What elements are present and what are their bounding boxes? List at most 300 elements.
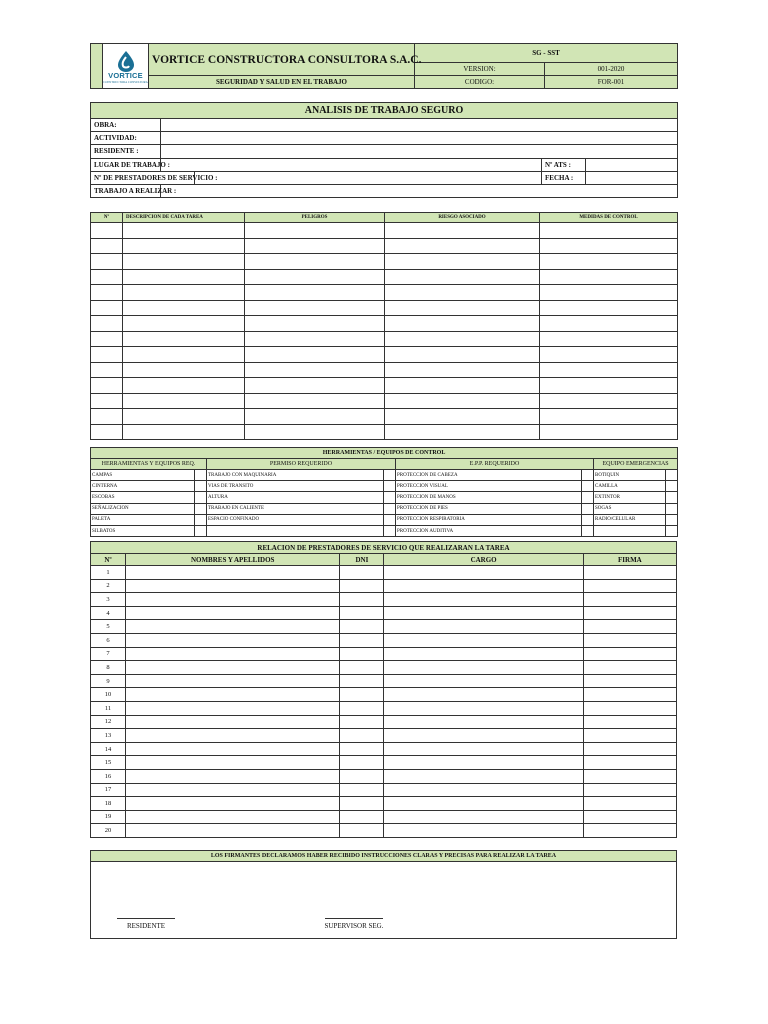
ppe-item-label: PROTECCION RESPIRATORIA (396, 514, 582, 525)
ppe-item-checkbox[interactable] (582, 470, 594, 481)
task-hazards-cell[interactable] (245, 285, 385, 301)
worker-row (91, 566, 677, 580)
logo-text: VORTICE (108, 71, 143, 80)
worker-name-field[interactable] (126, 729, 340, 743)
task-number-cell[interactable] (91, 409, 123, 425)
worker-dni-field[interactable] (340, 579, 384, 593)
worker-row (91, 701, 677, 715)
residente-signature-line (117, 918, 175, 919)
tool-row (91, 481, 678, 492)
worker-number: 5 (91, 620, 126, 634)
worker-signature-field[interactable] (583, 633, 676, 647)
worker-signature-field[interactable] (583, 797, 676, 811)
worker-role-field[interactable] (384, 633, 583, 647)
worker-dni-field[interactable] (340, 647, 384, 661)
worker-number: 15 (91, 756, 126, 770)
permit-item-label: VIAS DE TRANSITO (207, 481, 384, 492)
worker-name-field[interactable] (126, 742, 340, 756)
worker-name-field[interactable] (126, 701, 340, 715)
worker-role-field[interactable] (384, 715, 583, 729)
permit-item-label: TRABAJO CON MAQUINARIA (207, 470, 384, 481)
worker-dni-field[interactable] (340, 715, 384, 729)
task-hazards-cell[interactable] (245, 362, 385, 378)
worker-role-field[interactable] (384, 797, 583, 811)
task-risk-cell[interactable] (385, 393, 540, 409)
task-controls-cell[interactable] (540, 238, 678, 254)
worker-signature-field[interactable] (583, 729, 676, 743)
tools-section-title: HERRAMIENTAS / EQUIPOS DE CONTROL (91, 448, 678, 459)
tool-item-checkbox[interactable] (195, 525, 207, 536)
task-number-cell[interactable] (91, 347, 123, 363)
worker-name-field[interactable] (126, 647, 340, 661)
prestadores-label: Nº DE PRESTADORES DE SERVICIO : (91, 171, 195, 184)
worker-dni-field[interactable] (340, 633, 384, 647)
worker-name-field[interactable] (126, 620, 340, 634)
worker-role-field[interactable] (384, 688, 583, 702)
worker-name-field[interactable] (126, 715, 340, 729)
workers-header-name: NOMBRES Y APELLIDOS (126, 554, 340, 566)
worker-number: 13 (91, 729, 126, 743)
emergency-item-checkbox[interactable] (666, 470, 678, 481)
emergency-item-checkbox[interactable] (666, 492, 678, 503)
ppe-item-label: PROTECCION AUDITIVA (396, 525, 582, 536)
worker-role-field[interactable] (384, 647, 583, 661)
task-description-cell[interactable] (123, 393, 245, 409)
task-controls-cell[interactable] (540, 424, 678, 440)
emergency-item-label: RADIO/CELULAR (594, 514, 666, 525)
worker-dni-field[interactable] (340, 593, 384, 607)
worker-role-field[interactable] (384, 674, 583, 688)
worker-dni-field[interactable] (340, 797, 384, 811)
obra-field[interactable] (161, 119, 678, 132)
task-risk-cell[interactable] (385, 424, 540, 440)
tool-item-label: ESCOBAS (91, 492, 195, 503)
task-risk-cell[interactable] (385, 409, 540, 425)
task-controls-cell[interactable] (540, 254, 678, 270)
tool-item-checkbox[interactable] (195, 514, 207, 525)
task-controls-cell[interactable] (540, 285, 678, 301)
task-description-cell[interactable] (123, 362, 245, 378)
task-description-cell[interactable] (123, 378, 245, 394)
ppe-item-label: PROTECCION DE PIES (396, 503, 582, 514)
tool-rows (91, 470, 678, 537)
tool-row (91, 470, 678, 481)
tool-item-checkbox[interactable] (195, 492, 207, 503)
worker-role-field[interactable] (384, 769, 583, 783)
task-controls-cell[interactable] (540, 269, 678, 285)
ppe-item-checkbox[interactable] (582, 514, 594, 525)
company-logo (103, 44, 149, 89)
task-risk-cell[interactable] (385, 285, 540, 301)
worker-role-field[interactable] (384, 579, 583, 593)
task-description-cell[interactable] (123, 424, 245, 440)
ppe-item-checkbox[interactable] (582, 492, 594, 503)
task-row (91, 254, 678, 270)
ppe-item-checkbox[interactable] (582, 525, 594, 536)
actividad-label: ACTIVIDAD: (91, 132, 161, 145)
worker-signature-field[interactable] (583, 824, 676, 838)
task-hazards-cell[interactable] (245, 316, 385, 332)
logo-drop-icon (116, 50, 136, 72)
worker-role-field[interactable] (384, 606, 583, 620)
residente-label: RESIDENTE : (91, 145, 161, 158)
task-hazards-cell[interactable] (245, 424, 385, 440)
worker-dni-field[interactable] (340, 606, 384, 620)
worker-number: 10 (91, 688, 126, 702)
worker-role-field[interactable] (384, 620, 583, 634)
task-controls-cell[interactable] (540, 300, 678, 316)
tools-header-permit: PERMISO REQUERIDO (207, 459, 396, 470)
task-number-cell[interactable] (91, 254, 123, 270)
worker-signature-field[interactable] (583, 593, 676, 607)
emergency-item-label: BOTIQUIN (594, 470, 666, 481)
tools-equipment-table (90, 447, 678, 537)
tools-header-tools: HERRAMIENTAS Y EQUIPOS REQ. (91, 459, 207, 470)
task-description-cell[interactable] (123, 269, 245, 285)
worker-dni-field[interactable] (340, 769, 384, 783)
task-number-cell[interactable] (91, 393, 123, 409)
task-row (91, 223, 678, 239)
emergency-item-checkbox[interactable] (666, 503, 678, 514)
worker-signature-field[interactable] (583, 688, 676, 702)
worker-dni-field[interactable] (340, 661, 384, 675)
worker-signature-field[interactable] (583, 674, 676, 688)
worker-role-field[interactable] (384, 742, 583, 756)
tool-item-label: CINTERNA (91, 481, 195, 492)
worker-dni-field[interactable] (340, 688, 384, 702)
tool-row (91, 514, 678, 525)
task-description-cell[interactable] (123, 223, 245, 239)
permit-item-label: TRABAJO EN CALIENTE (207, 503, 384, 514)
worker-signature-field[interactable] (583, 810, 676, 824)
worker-name-field[interactable] (126, 661, 340, 675)
worker-signature-field[interactable] (583, 566, 676, 580)
permit-item-checkbox[interactable] (384, 514, 396, 525)
worker-row (91, 647, 677, 661)
worker-signature-field[interactable] (583, 756, 676, 770)
permit-item-checkbox[interactable] (384, 525, 396, 536)
signature-footer (90, 850, 677, 939)
worker-dni-field[interactable] (340, 783, 384, 797)
task-risk-cell[interactable] (385, 300, 540, 316)
task-row (91, 300, 678, 316)
workers-header-dni: DNI (340, 554, 384, 566)
worker-name-field[interactable] (126, 797, 340, 811)
worker-role-field[interactable] (384, 729, 583, 743)
task-rows (91, 223, 678, 440)
permit-item-label (207, 525, 384, 536)
emergency-item-checkbox[interactable] (666, 514, 678, 525)
worker-name-field[interactable] (126, 674, 340, 688)
worker-signature-field[interactable] (583, 606, 676, 620)
trabajo-field[interactable] (161, 184, 678, 197)
task-row (91, 285, 678, 301)
prestadores-field[interactable] (195, 171, 542, 184)
task-hazards-cell[interactable] (245, 238, 385, 254)
residente-signature-label: RESIDENTE (126, 922, 166, 930)
task-controls-cell[interactable] (540, 316, 678, 332)
workers-header-signature: FIRMA (583, 554, 676, 566)
worker-role-field[interactable] (384, 824, 583, 838)
task-controls-cell[interactable] (540, 331, 678, 347)
task-number-cell[interactable] (91, 424, 123, 440)
task-risk-cell[interactable] (385, 331, 540, 347)
fecha-field[interactable] (586, 171, 678, 184)
worker-number: 16 (91, 769, 126, 783)
service-providers-table (90, 541, 677, 838)
worker-number: 11 (91, 701, 126, 715)
tool-item-checkbox[interactable] (195, 481, 207, 492)
task-hazards-cell[interactable] (245, 409, 385, 425)
code-label: CODIGO: (415, 76, 545, 89)
emergency-item-checkbox[interactable] (666, 525, 678, 536)
tool-row (91, 503, 678, 514)
worker-row (91, 715, 677, 729)
task-hazards-cell[interactable] (245, 223, 385, 239)
worker-name-field[interactable] (126, 783, 340, 797)
worker-dni-field[interactable] (340, 810, 384, 824)
task-risk-cell[interactable] (385, 223, 540, 239)
worker-row (91, 729, 677, 743)
worker-number: 19 (91, 810, 126, 824)
task-description-cell[interactable] (123, 316, 245, 332)
worker-dni-field[interactable] (340, 729, 384, 743)
worker-name-field[interactable] (126, 593, 340, 607)
worker-signature-field[interactable] (583, 579, 676, 593)
task-controls-cell[interactable] (540, 393, 678, 409)
worker-signature-field[interactable] (583, 769, 676, 783)
worker-row (91, 810, 677, 824)
task-row (91, 424, 678, 440)
tools-header-emergency: EQUIPO EMERGENCIAS (594, 459, 678, 470)
emergency-item-label: EXTINTOR (594, 492, 666, 503)
task-hazards-cell[interactable] (245, 378, 385, 394)
worker-name-field[interactable] (126, 756, 340, 770)
worker-row (91, 661, 677, 675)
worker-signature-field[interactable] (583, 783, 676, 797)
lugar-field[interactable] (161, 158, 542, 171)
task-row (91, 331, 678, 347)
workers-section-title: RELACION DE PRESTADORES DE SERVICIO QUE REALIZARAN LA TAREA (91, 542, 677, 554)
task-controls-cell[interactable] (540, 362, 678, 378)
task-number-cell[interactable] (91, 300, 123, 316)
emergency-item-label: CAMILLA (594, 481, 666, 492)
ppe-item-checkbox[interactable] (582, 481, 594, 492)
worker-dni-field[interactable] (340, 701, 384, 715)
worker-number: 17 (91, 783, 126, 797)
task-header-description: DESCRIPCION DE CADA TAREA (123, 213, 245, 223)
version-value: 001-2020 (545, 63, 678, 76)
worker-dni-field[interactable] (340, 674, 384, 688)
task-hazards-cell[interactable] (245, 331, 385, 347)
task-row (91, 238, 678, 254)
task-controls-cell[interactable] (540, 223, 678, 239)
supervisor-signature-label: SUPERVISOR SEG. (324, 922, 384, 930)
worker-rows (91, 566, 677, 838)
worker-row (91, 742, 677, 756)
task-number-cell[interactable] (91, 362, 123, 378)
task-number-cell[interactable] (91, 316, 123, 332)
task-number-cell[interactable] (91, 285, 123, 301)
worker-row (91, 579, 677, 593)
worker-role-field[interactable] (384, 661, 583, 675)
permit-item-checkbox[interactable] (384, 492, 396, 503)
company-name: VORTICE CONSTRUCTORA CONSULTORA S.A.C. (149, 44, 415, 76)
task-row (91, 269, 678, 285)
worker-row (91, 797, 677, 811)
worker-dni-field[interactable] (340, 566, 384, 580)
worker-row (91, 783, 677, 797)
ppe-item-checkbox[interactable] (582, 503, 594, 514)
worker-signature-field[interactable] (583, 701, 676, 715)
worker-row (91, 769, 677, 783)
permit-item-label: ALTURA (207, 492, 384, 503)
task-controls-cell[interactable] (540, 347, 678, 363)
permit-item-checkbox[interactable] (384, 503, 396, 514)
task-number-cell[interactable] (91, 223, 123, 239)
emergency-item-label (594, 525, 666, 536)
permit-item-checkbox[interactable] (384, 470, 396, 481)
document-header (90, 43, 678, 89)
worker-role-field[interactable] (384, 566, 583, 580)
task-risk-cell[interactable] (385, 347, 540, 363)
worker-row (91, 593, 677, 607)
worker-role-field[interactable] (384, 593, 583, 607)
worker-role-field[interactable] (384, 756, 583, 770)
worker-signature-field[interactable] (583, 661, 676, 675)
residente-signature-block[interactable] (115, 918, 177, 930)
worker-name-field[interactable] (126, 566, 340, 580)
worker-role-field[interactable] (384, 783, 583, 797)
emergency-item-label: SOGAS (594, 503, 666, 514)
worker-signature-field[interactable] (583, 647, 676, 661)
task-number-cell[interactable] (91, 378, 123, 394)
tool-item-label: SEÑALIZACION (91, 503, 195, 514)
task-risk-cell[interactable] (385, 254, 540, 270)
task-risk-cell[interactable] (385, 378, 540, 394)
worker-row (91, 756, 677, 770)
worker-row (91, 674, 677, 688)
worker-dni-field[interactable] (340, 756, 384, 770)
task-header-hazards: PELIGROS (245, 213, 385, 223)
task-hazards-cell[interactable] (245, 269, 385, 285)
nats-label: Nº ATS : (542, 158, 586, 171)
task-description-cell[interactable] (123, 347, 245, 363)
task-description-cell[interactable] (123, 285, 245, 301)
task-description-cell[interactable] (123, 238, 245, 254)
worker-number: 9 (91, 674, 126, 688)
worker-signature-field[interactable] (583, 715, 676, 729)
worker-number: 18 (91, 797, 126, 811)
worker-number: 1 (91, 566, 126, 580)
tools-header-ppe: E.P.P. REQUERIDO (396, 459, 594, 470)
work-info-table (90, 102, 678, 198)
worker-number: 12 (91, 715, 126, 729)
worker-name-field[interactable] (126, 633, 340, 647)
ppe-item-label: PROTECCION DE CABEZA (396, 470, 582, 481)
task-row (91, 316, 678, 332)
worker-dni-field[interactable] (340, 742, 384, 756)
worker-number: 7 (91, 647, 126, 661)
task-number-cell[interactable] (91, 238, 123, 254)
task-row (91, 409, 678, 425)
worker-row (91, 620, 677, 634)
worker-role-field[interactable] (384, 810, 583, 824)
worker-name-field[interactable] (126, 769, 340, 783)
worker-name-field[interactable] (126, 688, 340, 702)
nats-field[interactable] (586, 158, 678, 171)
task-description-cell[interactable] (123, 409, 245, 425)
task-risk-cell[interactable] (385, 238, 540, 254)
workers-header-number: Nº (91, 554, 126, 566)
actividad-field[interactable] (161, 132, 678, 145)
worker-row (91, 688, 677, 702)
ppe-item-label: PROTECCION DE MANOS (396, 492, 582, 503)
worker-number: 20 (91, 824, 126, 838)
worker-name-field[interactable] (126, 579, 340, 593)
worker-name-field[interactable] (126, 824, 340, 838)
emergency-item-checkbox[interactable] (666, 481, 678, 492)
task-risk-cell[interactable] (385, 269, 540, 285)
task-controls-cell[interactable] (540, 409, 678, 425)
task-hazards-cell[interactable] (245, 393, 385, 409)
tool-item-label: CAMPAS (91, 470, 195, 481)
task-row (91, 362, 678, 378)
task-hazards-cell[interactable] (245, 347, 385, 363)
supervisor-signature-line (325, 918, 383, 919)
worker-name-field[interactable] (126, 810, 340, 824)
logo-subtext: CONSTRUCTORA CONSULTORA (103, 80, 148, 84)
tool-row (91, 492, 678, 503)
worker-signature-field[interactable] (583, 742, 676, 756)
task-hazards-cell[interactable] (245, 300, 385, 316)
task-description-cell[interactable] (123, 331, 245, 347)
trabajo-label: TRABAJO A REALIZAR : (91, 184, 161, 197)
task-controls-cell[interactable] (540, 378, 678, 394)
sg-sst-label: SG - SST (415, 44, 678, 63)
tool-row (91, 525, 678, 536)
task-description-cell[interactable] (123, 300, 245, 316)
tool-item-checkbox[interactable] (195, 470, 207, 481)
task-number-cell[interactable] (91, 331, 123, 347)
task-risk-cell[interactable] (385, 362, 540, 378)
worker-signature-field[interactable] (583, 620, 676, 634)
lugar-label: LUGAR DE TRABAJO : (91, 158, 161, 171)
task-hazards-cell[interactable] (245, 254, 385, 270)
worker-name-field[interactable] (126, 606, 340, 620)
residente-field[interactable] (161, 145, 678, 158)
task-risk-cell[interactable] (385, 316, 540, 332)
worker-dni-field[interactable] (340, 620, 384, 634)
worker-number: 4 (91, 606, 126, 620)
supervisor-signature-block[interactable] (321, 918, 387, 930)
code-value: FOR-001 (545, 76, 678, 89)
worker-number: 3 (91, 593, 126, 607)
worker-dni-field[interactable] (340, 824, 384, 838)
task-analysis-table (90, 212, 678, 440)
task-description-cell[interactable] (123, 254, 245, 270)
tool-item-label: SILBATOS (91, 525, 195, 536)
tool-item-label: PALETA (91, 514, 195, 525)
department-subtitle: SEGURIDAD Y SALUD EN EL TRABAJO (149, 76, 415, 89)
worker-role-field[interactable] (384, 701, 583, 715)
form-title: ANALISIS DE TRABAJO SEGURO (91, 103, 678, 119)
tool-item-checkbox[interactable] (195, 503, 207, 514)
task-number-cell[interactable] (91, 269, 123, 285)
worker-number: 8 (91, 661, 126, 675)
permit-item-checkbox[interactable] (384, 481, 396, 492)
worker-row (91, 606, 677, 620)
